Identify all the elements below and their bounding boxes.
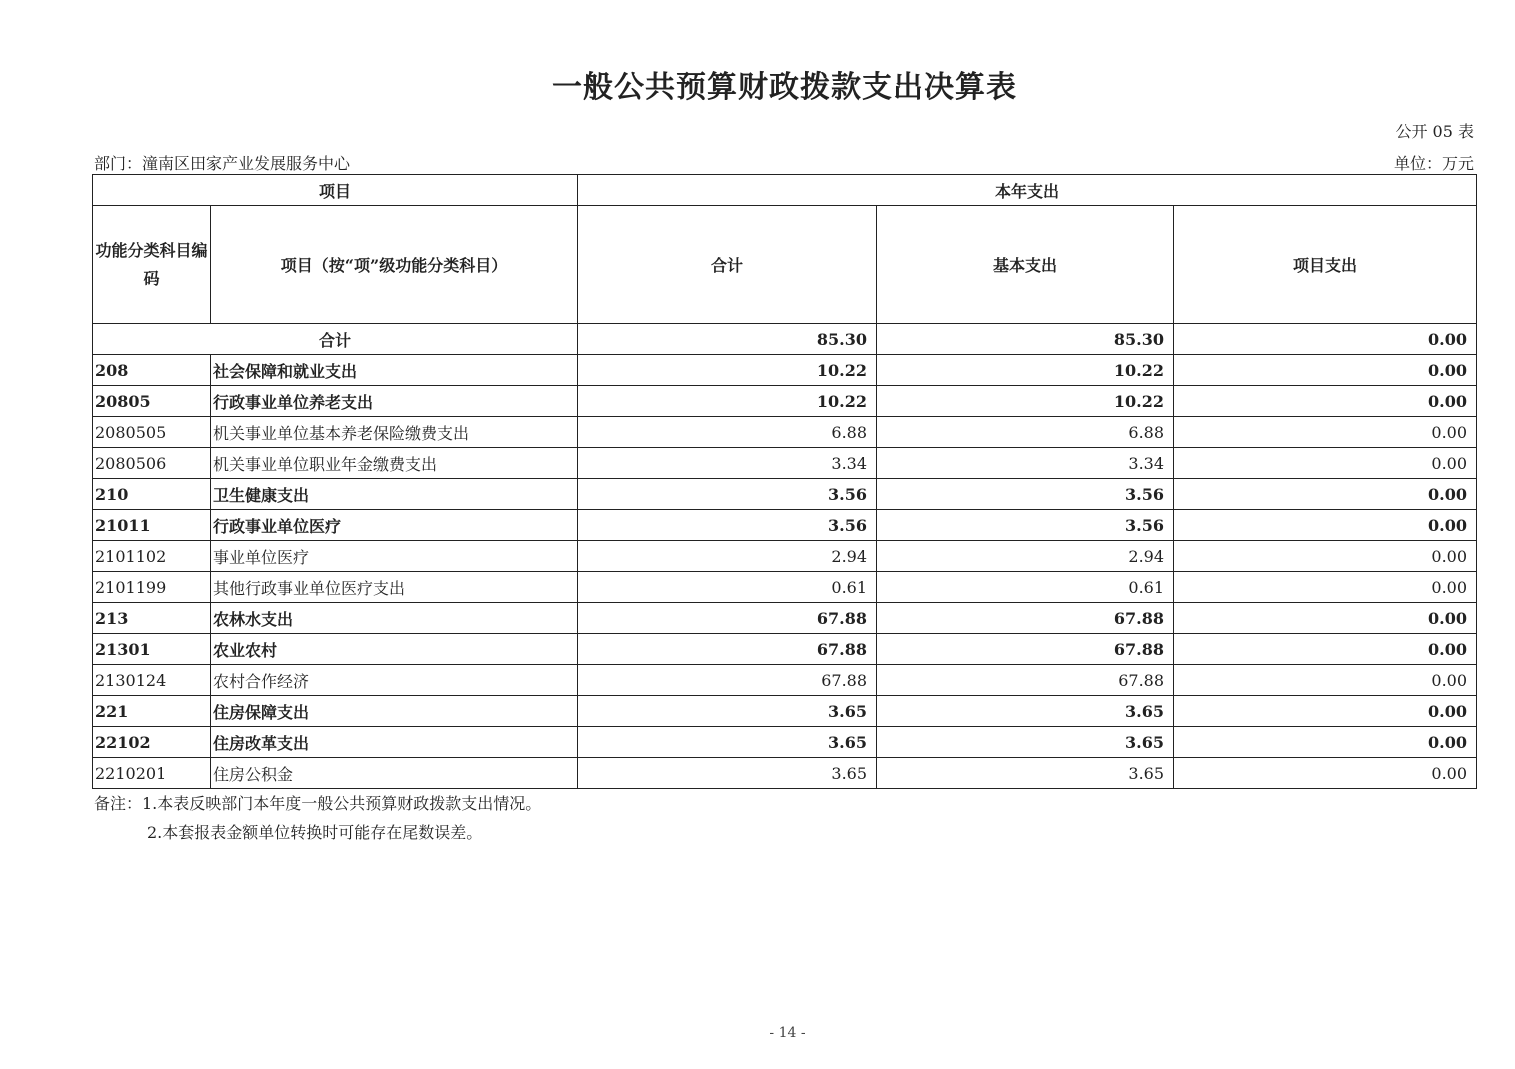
row-code: 21011: [93, 510, 211, 541]
header-project-expenditure: 项目支出: [1174, 206, 1477, 324]
row-name: 住房公积金: [211, 758, 578, 789]
row-project: 0.00: [1174, 448, 1477, 479]
row-name: 农村合作经济: [211, 665, 578, 696]
row-project: 0.00: [1174, 479, 1477, 510]
row-code: 2210201: [93, 758, 211, 789]
row-name: 住房保障支出: [211, 696, 578, 727]
row-code: 2101199: [93, 572, 211, 603]
row-total: 3.56: [578, 510, 877, 541]
row-basic: 10.22: [877, 386, 1174, 417]
row-total: 3.65: [578, 696, 877, 727]
row-name: 农林水支出: [211, 603, 578, 634]
row-code: 213: [93, 603, 211, 634]
row-code: 221: [93, 696, 211, 727]
total-label: 合计: [93, 324, 578, 355]
row-project: 0.00: [1174, 603, 1477, 634]
row-name: 社会保障和就业支出: [211, 355, 578, 386]
row-basic: 3.65: [877, 727, 1174, 758]
row-name: 机关事业单位职业年金缴费支出: [211, 448, 578, 479]
table-row: [93, 541, 1477, 572]
row-total: 6.88: [578, 417, 877, 448]
row-basic: 0.61: [877, 572, 1174, 603]
form-number: 公开 05 表: [1395, 122, 1474, 141]
expenditure-table: [92, 174, 1477, 789]
header-item: 项目（按“项”级功能分类科目）: [211, 206, 578, 324]
row-project: 0.00: [1174, 572, 1477, 603]
table-row: [93, 727, 1477, 758]
row-project: 0.00: [1174, 417, 1477, 448]
row-name: 机关事业单位基本养老保险缴费支出: [211, 417, 578, 448]
row-name: 卫生健康支出: [211, 479, 578, 510]
row-basic: 67.88: [877, 634, 1174, 665]
table-row: [93, 448, 1477, 479]
total-basic: 85.30: [877, 324, 1174, 355]
table-row: [93, 696, 1477, 727]
row-project: 0.00: [1174, 727, 1477, 758]
row-total: 2.94: [578, 541, 877, 572]
row-code: 20805: [93, 386, 211, 417]
row-code: 2101102: [93, 541, 211, 572]
note-2: 2.本套报表金额单位转换时可能存在尾数误差。: [147, 823, 483, 842]
row-basic: 67.88: [877, 665, 1174, 696]
row-total: 0.61: [578, 572, 877, 603]
row-basic: 3.65: [877, 696, 1174, 727]
row-basic: 10.22: [877, 355, 1174, 386]
row-basic: 3.34: [877, 448, 1174, 479]
row-name: 住房改革支出: [211, 727, 578, 758]
row-project: 0.00: [1174, 386, 1477, 417]
row-total: 10.22: [578, 386, 877, 417]
row-basic: 67.88: [877, 603, 1174, 634]
header-code: 功能分类科目编码: [93, 206, 211, 324]
row-name: 其他行政事业单位医疗支出: [211, 572, 578, 603]
table-row: [93, 510, 1477, 541]
row-total: 67.88: [578, 634, 877, 665]
row-code: 2130124: [93, 665, 211, 696]
row-code: 2080505: [93, 417, 211, 448]
row-project: 0.00: [1174, 510, 1477, 541]
row-name: 事业单位医疗: [211, 541, 578, 572]
row-project: 0.00: [1174, 696, 1477, 727]
row-total: 67.88: [578, 665, 877, 696]
header-basic: 基本支出: [877, 206, 1174, 324]
department-label: 部门：潼南区田家产业发展服务中心: [94, 154, 351, 173]
unit-label: 单位：万元: [1393, 154, 1474, 173]
row-total: 3.34: [578, 448, 877, 479]
note-1: 备注：1.本表反映部门本年度一般公共预算财政拨款支出情况。: [94, 794, 542, 813]
header-total: 合计: [578, 206, 877, 324]
table-row: [93, 603, 1477, 634]
total-sum: 85.30: [578, 324, 877, 355]
page-title: 一般公共预算财政拨款支出决算表: [552, 70, 1017, 105]
table-row: [93, 417, 1477, 448]
row-basic: 6.88: [877, 417, 1174, 448]
total-row: [93, 324, 1477, 355]
row-total: 10.22: [578, 355, 877, 386]
row-name: 行政事业单位养老支出: [211, 386, 578, 417]
row-total: 3.65: [578, 758, 877, 789]
row-code: 22102: [93, 727, 211, 758]
row-basic: 2.94: [877, 541, 1174, 572]
row-basic: 3.56: [877, 479, 1174, 510]
row-basic: 3.65: [877, 758, 1174, 789]
table-row: [93, 665, 1477, 696]
row-total: 67.88: [578, 603, 877, 634]
row-code: 208: [93, 355, 211, 386]
row-total: 3.65: [578, 727, 877, 758]
header-project: 项目: [93, 175, 578, 206]
row-project: 0.00: [1174, 758, 1477, 789]
table-row: [93, 386, 1477, 417]
table-row: [93, 479, 1477, 510]
table-row: [93, 758, 1477, 789]
row-project: 0.00: [1174, 355, 1477, 386]
table-row: [93, 572, 1477, 603]
row-code: 2080506: [93, 448, 211, 479]
table-row: [93, 634, 1477, 665]
row-project: 0.00: [1174, 665, 1477, 696]
row-total: 3.56: [578, 479, 877, 510]
table-row: [93, 355, 1477, 386]
row-code: 21301: [93, 634, 211, 665]
row-name: 行政事业单位医疗: [211, 510, 578, 541]
row-project: 0.00: [1174, 634, 1477, 665]
page-number: - 14 -: [769, 1025, 806, 1041]
row-code: 210: [93, 479, 211, 510]
row-project: 0.00: [1174, 541, 1477, 572]
row-name: 农业农村: [211, 634, 578, 665]
row-basic: 3.56: [877, 510, 1174, 541]
total-project: 0.00: [1174, 324, 1477, 355]
header-current-year: 本年支出: [578, 175, 1477, 206]
